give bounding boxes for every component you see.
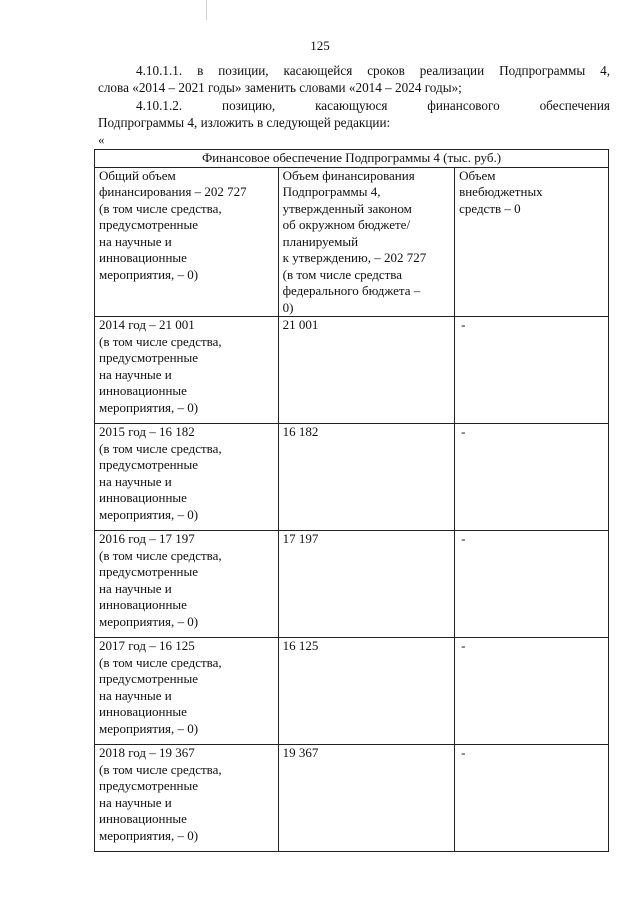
year-amount-cell: 19 367 [278, 745, 454, 852]
table-caption-row [95, 150, 609, 168]
header-total-financing [95, 167, 279, 317]
header-extrabudgetary [455, 167, 609, 317]
row-note-line: предусмотренные [99, 778, 199, 793]
row-note-line: инновационные [99, 597, 187, 612]
year-line: 2017 год – 16 125 [99, 638, 195, 653]
row-note-line: (в том числе средства, [99, 761, 222, 777]
page-number: 125 [310, 38, 330, 53]
row-note-line: (в том числе средства, [99, 654, 222, 670]
year-extrabudgetary-cell: - [455, 424, 609, 531]
opening-quote: « [98, 132, 105, 147]
paragraph-line: слова «2014 – 2021 годы» заменить словами «2014 – 2024 годы»; [98, 80, 462, 95]
row-note-line: на научные и [99, 687, 172, 703]
row-note-line: инновационные [99, 490, 187, 505]
year-line: 2016 год – 17 197 [99, 531, 195, 546]
row-note-line: предусмотренные [99, 564, 199, 579]
table-row [95, 745, 609, 852]
row-note-line: (в том числе средства, [99, 547, 222, 563]
cell-line: об окружном бюджете/ [282, 217, 411, 232]
row-note-line: мероприятия, – 0) [99, 827, 199, 843]
financing-table [94, 149, 609, 852]
cell-line: утвержденный законом [282, 200, 412, 216]
cell-line: Объем [459, 167, 496, 183]
cell-line: финансирования – 202 727 [99, 184, 247, 199]
row-note-line: на научные и [99, 473, 172, 489]
cell-line: федерального бюджета – [282, 283, 421, 298]
cell-line: Подпрограммы 4, [282, 184, 381, 199]
paragraph-line: Подпрограммы 4, изложить в следующей редакции: [98, 115, 391, 130]
year-total-cell [95, 424, 279, 531]
cell-line: Общий объем [99, 167, 176, 183]
row-note-line: мероприятия, – 0) [99, 506, 199, 522]
paragraph-4-10-1-2 [98, 97, 610, 131]
year-amount-cell: 21 001 [278, 317, 454, 424]
scan-margin-line [206, 0, 207, 20]
cell-line: на научные и [99, 233, 172, 249]
year-line: 2018 год – 19 367 [99, 745, 195, 760]
row-note-line: (в том числе средства, [99, 333, 222, 349]
cell-line: (в том числе средства, [99, 200, 222, 216]
cell-line: к утверждению, – 202 727 [282, 250, 427, 265]
year-total-cell [95, 745, 279, 852]
year-amount-cell: 16 182 [278, 424, 454, 531]
table-row [95, 638, 609, 745]
paragraph-line: 4.10.1.1. в позиции, касающейся сроков реализации Подпрограммы 4, [136, 63, 610, 78]
row-note-line: предусмотренные [99, 671, 199, 686]
year-extrabudgetary-cell: - [455, 317, 609, 424]
year-extrabudgetary-cell: - [455, 531, 609, 638]
header-subprogram-financing [278, 167, 454, 317]
row-note-line: мероприятия, – 0) [99, 399, 199, 415]
row-note-line: на научные и [99, 366, 172, 382]
row-note-line: мероприятия, – 0) [99, 720, 199, 736]
table-row [95, 424, 609, 531]
table-header-row [95, 167, 609, 317]
paragraph-line: 4.10.1.2. позицию, касающуюся финансового обеспечения [136, 98, 610, 113]
row-note-line: на научные и [99, 580, 172, 596]
table-caption: Финансовое обеспечение Подпрограммы 4 (тыс. руб.) [95, 150, 609, 168]
cell-line: Объем финансирования [282, 167, 415, 183]
cell-line: внебюджетных [459, 184, 543, 199]
cell-line: 0) [282, 299, 294, 315]
year-amount-cell: 17 197 [278, 531, 454, 638]
year-total-cell [95, 531, 279, 638]
row-note-line: (в том числе средства, [99, 440, 222, 456]
year-total-cell [95, 317, 279, 424]
year-extrabudgetary-cell: - [455, 745, 609, 852]
cell-line: средств – 0 [459, 200, 521, 216]
year-amount-cell: 16 125 [278, 638, 454, 745]
row-note-line: инновационные [99, 383, 187, 398]
cell-line: мероприятия, – 0) [99, 266, 199, 282]
row-note-line: инновационные [99, 811, 187, 826]
year-line: 2014 год – 21 001 [99, 317, 195, 332]
cell-line: (в том числе средства [282, 266, 403, 282]
year-extrabudgetary-cell: - [455, 638, 609, 745]
row-note-line: на научные и [99, 794, 172, 810]
row-note-line: инновационные [99, 704, 187, 719]
row-note-line: предусмотренные [99, 350, 199, 365]
cell-line: предусмотренные [99, 217, 199, 232]
paragraph-4-10-1-1 [98, 62, 610, 96]
row-note-line: мероприятия, – 0) [99, 613, 199, 629]
year-total-cell [95, 638, 279, 745]
row-note-line: предусмотренные [99, 457, 199, 472]
table-row [95, 531, 609, 638]
table-row [95, 317, 609, 424]
cell-line: планируемый [282, 233, 359, 249]
year-line: 2015 год – 16 182 [99, 424, 195, 439]
cell-line: инновационные [99, 250, 187, 265]
